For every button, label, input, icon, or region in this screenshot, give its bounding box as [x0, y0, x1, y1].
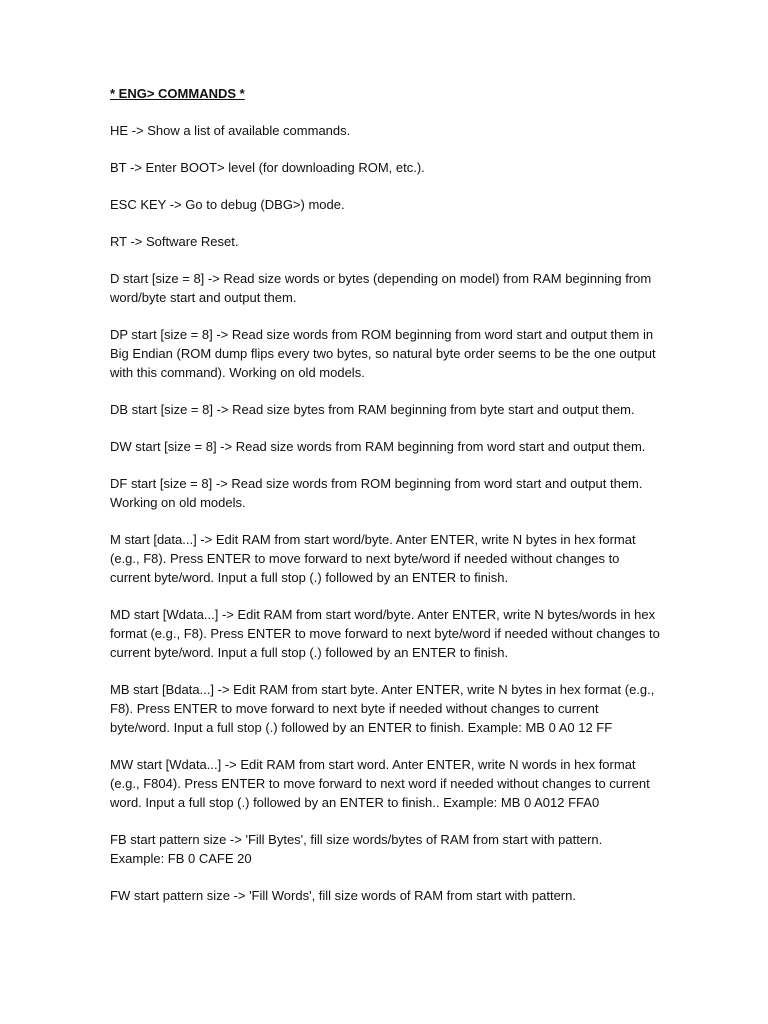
command-dp: DP start [size = 8] -> Read size words from ROM beginning from word start and output them in Big Endian (ROM dump flips every two bytes, so natural byte order seems to be the one output with this command). Working on old models.: [110, 327, 656, 380]
command-rt: RT -> Software Reset.: [110, 234, 239, 249]
command-esc-key: ESC KEY -> Go to debug (DBG>) mode.: [110, 197, 345, 212]
command-mw: MW start [Wdata...] -> Edit RAM from start word. Anter ENTER, write N words in hex format (e.g., F804). Press ENTER to move forward to next word if needed without changes to current word. Input a full stop (.) followed by an ENTER to finish.. Example: MB 0 A012 FFA0: [110, 757, 650, 810]
command-db: DB start [size = 8] -> Read size bytes from RAM beginning from byte start and output them.: [110, 402, 635, 417]
command-m: M start [data...] -> Edit RAM from start word/byte. Anter ENTER, write N bytes in hex format (e.g., F8). Press ENTER to move forward to next byte/word if needed without changes to current byte/word. Input a full stop (.) followed by an ENTER to finish.: [110, 532, 636, 585]
document-title: * ENG> COMMANDS *: [110, 86, 245, 101]
command-mb: MB start [Bdata...] -> Edit RAM from start byte. Anter ENTER, write N bytes in hex format (e.g., F8). Press ENTER to move forward to next byte if needed without changes to current byte/word. Input a full stop (.) followed by an ENTER to finish. Example: MB 0 A0 12 FF: [110, 682, 655, 735]
command-md: MD start [Wdata...] -> Edit RAM from start word/byte. Anter ENTER, write N bytes/words in hex format (e.g., F8). Press ENTER to move forward to next byte/word if needed without changes to current byte/word. Input a full stop (.) followed by an ENTER to finish.: [110, 607, 660, 660]
command-df: DF start [size = 8] -> Read size words from ROM beginning from word start and output them. Working on old models.: [110, 476, 643, 510]
command-dw: DW start [size = 8] -> Read size words from RAM beginning from word start and output them.: [110, 439, 646, 454]
command-bt: BT -> Enter BOOT> level (for downloading ROM, etc.).: [110, 160, 425, 175]
command-fb: FB start pattern size -> 'Fill Bytes', fill size words/bytes of RAM from start with pattern. Example: FB 0 CAFE 20: [110, 832, 603, 866]
command-fw: FW start pattern size -> 'Fill Words', fill size words of RAM from start with pattern.: [110, 888, 576, 903]
command-he: HE -> Show a list of available commands.: [110, 123, 351, 138]
command-d: D start [size = 8] -> Read size words or bytes (depending on model) from RAM beginning from word/byte start and output them.: [110, 271, 652, 305]
